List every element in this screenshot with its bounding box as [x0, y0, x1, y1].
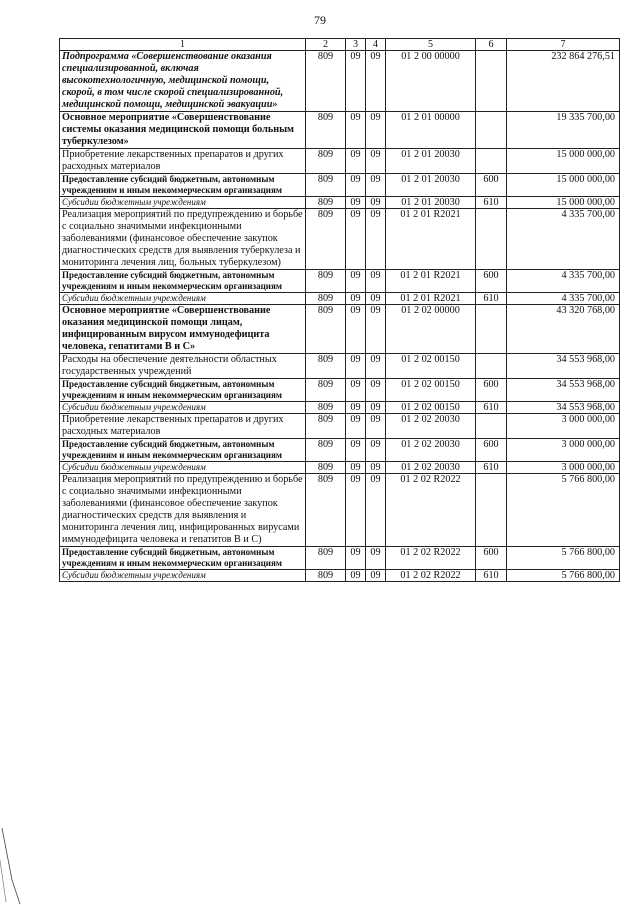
row-cell-c2: 809: [306, 379, 346, 402]
row-name-cell: Субсидии бюджетным учреждениям: [60, 197, 306, 209]
row-cell-c2: 809: [306, 570, 346, 582]
table-row: [60, 474, 620, 547]
row-cell-c3: 09: [346, 474, 366, 547]
row-cell-c4: 09: [366, 439, 386, 462]
column-header: 4: [366, 39, 386, 51]
row-cell-c7: 34 553 968,00: [507, 379, 620, 402]
row-cell-c4: 09: [366, 414, 386, 439]
row-name-cell: Предоставление субсидий бюджетным, автономным учреждениям и иным некоммерческим организациям: [60, 439, 306, 462]
row-cell-c5: 01 2 02 20030: [386, 414, 476, 439]
row-name-cell: Предоставление субсидий бюджетным, автономным учреждениям и иным некоммерческим организациям: [60, 547, 306, 570]
row-cell-c2: 809: [306, 209, 346, 270]
header-row: [60, 39, 620, 51]
row-cell-c6: [476, 149, 507, 174]
row-cell-c7: 15 000 000,00: [507, 149, 620, 174]
row-cell-c5: 01 2 01 00000: [386, 112, 476, 149]
row-name-cell: Субсидии бюджетным учреждениям: [60, 293, 306, 305]
row-cell-c5: 01 2 01 R2021: [386, 293, 476, 305]
row-cell-c7: 5 766 800,00: [507, 474, 620, 547]
row-cell-c4: 09: [366, 547, 386, 570]
row-cell-c5: 01 2 02 00150: [386, 354, 476, 379]
row-cell-c4: 09: [366, 379, 386, 402]
row-cell-c7: 3 000 000,00: [507, 414, 620, 439]
table-row: [60, 414, 620, 439]
row-cell-c3: 09: [346, 209, 366, 270]
table-row: [60, 51, 620, 112]
row-cell-c6: 600: [476, 439, 507, 462]
row-name-cell: Предоставление субсидий бюджетным, автономным учреждениям и иным некоммерческим организациям: [60, 174, 306, 197]
row-cell-c4: 09: [366, 197, 386, 209]
column-header: 5: [386, 39, 476, 51]
row-cell-c5: 01 2 01 20030: [386, 197, 476, 209]
row-cell-c6: 600: [476, 547, 507, 570]
row-cell-c2: 809: [306, 354, 346, 379]
row-cell-c3: 09: [346, 293, 366, 305]
row-name-cell: Приобретение лекарственных препаратов и других расходных материалов: [60, 414, 306, 439]
row-cell-c5: 01 2 02 00000: [386, 305, 476, 354]
row-cell-c7: 5 766 800,00: [507, 570, 620, 582]
row-cell-c5: 01 2 02 00150: [386, 402, 476, 414]
row-cell-c2: 809: [306, 547, 346, 570]
row-cell-c3: 09: [346, 379, 366, 402]
row-name-cell: Субсидии бюджетным учреждениям: [60, 402, 306, 414]
row-cell-c3: 09: [346, 270, 366, 293]
row-cell-c5: 01 2 02 R2022: [386, 570, 476, 582]
row-cell-c6: [476, 414, 507, 439]
row-cell-c3: 09: [346, 462, 366, 474]
row-cell-c3: 09: [346, 197, 366, 209]
row-cell-c7: 15 000 000,00: [507, 197, 620, 209]
row-cell-c4: 09: [366, 354, 386, 379]
table-row: [60, 439, 620, 462]
row-cell-c2: 809: [306, 270, 346, 293]
row-cell-c5: 01 2 02 20030: [386, 439, 476, 462]
row-cell-c6: 610: [476, 570, 507, 582]
row-cell-c4: 09: [366, 174, 386, 197]
row-cell-c3: 09: [346, 402, 366, 414]
row-cell-c7: 34 553 968,00: [507, 354, 620, 379]
row-cell-c2: 809: [306, 305, 346, 354]
row-name-cell: Субсидии бюджетным учреждениям: [60, 462, 306, 474]
row-cell-c7: 34 553 968,00: [507, 402, 620, 414]
table-row: [60, 305, 620, 354]
row-cell-c6: [476, 474, 507, 547]
row-cell-c5: 01 2 01 20030: [386, 174, 476, 197]
row-cell-c6: 610: [476, 197, 507, 209]
row-name-cell: Предоставление субсидий бюджетным, автономным учреждениям и иным некоммерческим организациям: [60, 270, 306, 293]
table-row: [60, 174, 620, 197]
row-cell-c4: 09: [366, 149, 386, 174]
row-cell-c6: 610: [476, 402, 507, 414]
row-cell-c3: 09: [346, 547, 366, 570]
table-row: [60, 547, 620, 570]
row-cell-c2: 809: [306, 293, 346, 305]
row-name-cell: Основное мероприятие «Совершенствование оказания медицинской помощи лицам, инфицированным вирусом иммунодефицита человека, гепатитами В и С»: [60, 305, 306, 354]
table-row: [60, 209, 620, 270]
row-cell-c3: 09: [346, 354, 366, 379]
table-body: [60, 39, 620, 582]
row-name-cell: Субсидии бюджетным учреждениям: [60, 570, 306, 582]
table-row: [60, 149, 620, 174]
row-cell-c2: 809: [306, 474, 346, 547]
table-row: [60, 270, 620, 293]
row-cell-c6: 600: [476, 270, 507, 293]
column-header: 1: [60, 39, 306, 51]
table-row: [60, 197, 620, 209]
row-cell-c4: 09: [366, 402, 386, 414]
row-name-cell: Подпрограмма «Совершенствование оказания специализированной, включая высокотехнологичную, медицинской помощи, скорой, в том числе скорой специализированной, медицинской помощи, медицинской эвакуации»: [60, 51, 306, 112]
row-cell-c7: 43 320 768,00: [507, 305, 620, 354]
row-cell-c7: 4 335 700,00: [507, 270, 620, 293]
row-cell-c5: 01 2 02 00150: [386, 379, 476, 402]
row-cell-c6: [476, 51, 507, 112]
page-number: 79: [314, 13, 326, 27]
row-cell-c2: 809: [306, 174, 346, 197]
row-cell-c7: 232 864 276,51: [507, 51, 620, 112]
table-row: [60, 462, 620, 474]
row-cell-c2: 809: [306, 112, 346, 149]
row-cell-c5: 01 2 00 00000: [386, 51, 476, 112]
row-cell-c4: 09: [366, 474, 386, 547]
row-name-cell: Расходы на обеспечение деятельности областных государственных учреждений: [60, 354, 306, 379]
row-cell-c4: 09: [366, 209, 386, 270]
row-cell-c6: [476, 209, 507, 270]
row-cell-c2: 809: [306, 197, 346, 209]
row-cell-c2: 809: [306, 402, 346, 414]
table-row: [60, 354, 620, 379]
table-row: [60, 402, 620, 414]
row-cell-c2: 809: [306, 462, 346, 474]
row-cell-c2: 809: [306, 149, 346, 174]
row-cell-c6: [476, 112, 507, 149]
row-cell-c5: 01 2 02 R2022: [386, 474, 476, 547]
table-row: [60, 570, 620, 582]
row-cell-c3: 09: [346, 174, 366, 197]
row-cell-c6: 600: [476, 174, 507, 197]
row-cell-c7: 4 335 700,00: [507, 293, 620, 305]
row-cell-c3: 09: [346, 305, 366, 354]
row-cell-c5: 01 2 01 R2021: [386, 270, 476, 293]
row-name-cell: Реализация мероприятий по предупреждению и борьбе с социально значимыми инфекционными заболеваниями (финансовое обеспечение закупок диагностических средств для выявления и мониторинга лечения лиц, инфицированных вирусами иммунодефицита человека и гепатитов В и С): [60, 474, 306, 547]
row-name-cell: Приобретение лекарственных препаратов и других расходных материалов: [60, 149, 306, 174]
column-header: 3: [346, 39, 366, 51]
row-cell-c2: 809: [306, 51, 346, 112]
table-row: [60, 112, 620, 149]
row-cell-c7: 15 000 000,00: [507, 174, 620, 197]
row-name-cell: Основное мероприятие «Совершенствование системы оказания медицинской помощи больным туберкулезом»: [60, 112, 306, 149]
row-cell-c6: 610: [476, 293, 507, 305]
row-cell-c4: 09: [366, 305, 386, 354]
column-header: 6: [476, 39, 507, 51]
row-cell-c2: 809: [306, 414, 346, 439]
table-row: [60, 293, 620, 305]
row-cell-c4: 09: [366, 293, 386, 305]
row-cell-c3: 09: [346, 112, 366, 149]
margin-pen-mark: [0, 820, 30, 905]
row-cell-c5: 01 2 02 R2022: [386, 547, 476, 570]
row-cell-c7: 3 000 000,00: [507, 439, 620, 462]
row-cell-c2: 809: [306, 439, 346, 462]
row-cell-c4: 09: [366, 570, 386, 582]
row-name-cell: Реализация мероприятий по предупреждению и борьбе с социально значимыми инфекционными заболеваниями (финансовое обеспечение закупок диагностических средств для выявления туберкулеза и мониторинга лечения лиц, больных туберкулезом): [60, 209, 306, 270]
row-cell-c7: 3 000 000,00: [507, 462, 620, 474]
row-cell-c3: 09: [346, 149, 366, 174]
row-cell-c3: 09: [346, 51, 366, 112]
row-cell-c3: 09: [346, 414, 366, 439]
row-cell-c3: 09: [346, 439, 366, 462]
table-row: [60, 379, 620, 402]
row-cell-c5: 01 2 02 20030: [386, 462, 476, 474]
row-cell-c5: 01 2 01 R2021: [386, 209, 476, 270]
row-cell-c7: 4 335 700,00: [507, 209, 620, 270]
row-cell-c4: 09: [366, 270, 386, 293]
row-cell-c6: [476, 305, 507, 354]
row-cell-c4: 09: [366, 112, 386, 149]
column-header: 2: [306, 39, 346, 51]
row-cell-c6: [476, 354, 507, 379]
column-header: 7: [507, 39, 620, 51]
row-cell-c4: 09: [366, 462, 386, 474]
row-cell-c7: 5 766 800,00: [507, 547, 620, 570]
row-cell-c3: 09: [346, 570, 366, 582]
row-cell-c7: 19 335 700,00: [507, 112, 620, 149]
row-name-cell: Предоставление субсидий бюджетным, автономным учреждениям и иным некоммерческим организациям: [60, 379, 306, 402]
row-cell-c5: 01 2 01 20030: [386, 149, 476, 174]
row-cell-c6: 610: [476, 462, 507, 474]
row-cell-c6: 600: [476, 379, 507, 402]
budget-table: [59, 38, 620, 582]
row-cell-c4: 09: [366, 51, 386, 112]
